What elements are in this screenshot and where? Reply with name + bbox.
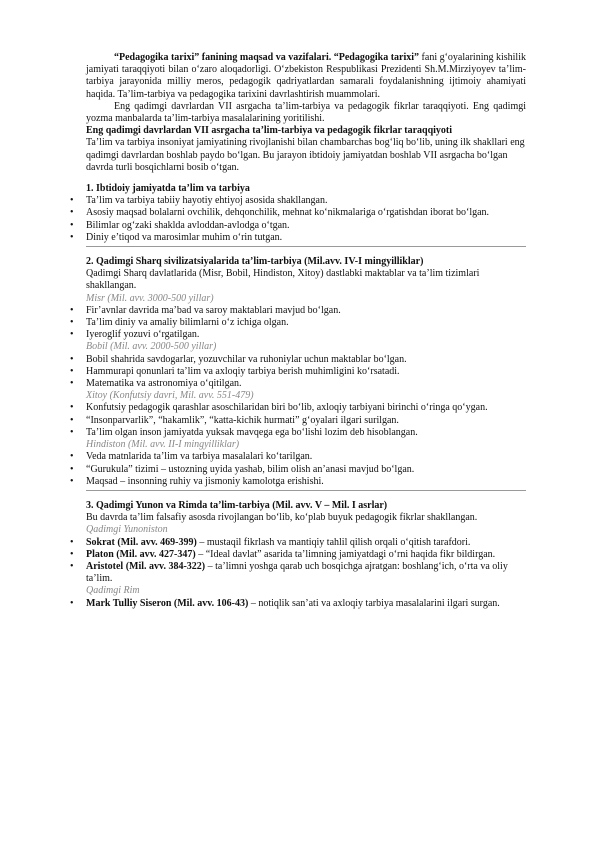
bullet-icon: • [70,560,74,572]
bullet-icon: • [70,231,74,243]
list-item: • Iyeroglif yozuvi o‘rgatilgan. [70,329,200,341]
list-item: • Ta’lim va tarbiya tabiiy hayotiy ehtiyoj asosida shakllangan. [70,195,328,207]
bullet-icon: • [70,195,74,207]
misr-list [70,304,526,342]
xitoy-subheading: Xitoy (Konfutsiy davri, Mil. avv. 551-479) [86,390,254,402]
list-item: • Ta’lim olgan inson jamiyatda yuksak mavqega ega bo‘lishi lozim deb hisoblangan. [70,426,418,438]
list-item: • Matematika va astronomiya o‘qitilgan. [70,378,242,390]
misr-subheading: Misr (Mil. avv. 3000-500 yillar) [86,292,214,304]
bullet-icon: • [70,353,74,365]
bobil-list [70,353,526,391]
bullet-icon: • [70,402,74,414]
yunon-list [70,536,526,586]
section-3-intro: Bu davrda ta’lim falsafiy asosda rivojlangan bo‘lib, ko‘plab buyuk pedagogik fikrlar shakllangan. [86,512,478,524]
intro-text: fani g‘oyalarining kishilik jamiyati taraqqiyoti bilan o‘zaro aloqadorligi. O‘zbekiston Respublikasi Prezidenti Sh.M.Mirziyoyev ta’lim-tarbiya jarayonida milliy meros, pedagogik qadriyatlardan samarali foydalanishning ijtimoiy ahamiyati haqida. Ta’lim-tarbiya va pedagogika tarixini davrlashtirish muammolari. [86,52,526,100]
list-item: • Mark Tulliy Siseron (Mil. avv. 106-43) – notiqlik san’ati va axloqiy tarbiya masalalarini ilgari surgan. [70,597,500,609]
list-item: • Bobil shahrida savdogarlar, yozuvchilar va ruhoniylar uchun maktablar bo‘lgan. [70,353,407,365]
list-item: • Hammurapi qonunlari ta’lim va axloqiy tarbiya berish muhimligini ko‘rsatadi. [70,365,400,377]
xitoy-list [70,402,526,439]
bullet-icon: • [70,414,74,426]
section-2-heading: 2. Qadimgi Sharq sivilizatsiyalarida ta’lim-tarbiya (Mil.avv. IV-I mingyilliklar) [86,256,424,268]
list-item: • Bilimlar og‘zaki shaklda avloddan-avlodga o‘tgan. [70,219,290,231]
list-item: • Asosiy maqsad bolalarni ovchilik, dehqonchilik, mehnat ko‘nikmalariga o‘rgatishdan iborat bo‘lgan. [70,207,490,219]
bullet-icon: • [70,317,74,329]
bullet-icon: • [70,475,74,487]
bullet-icon: • [70,219,74,231]
yunon-subheading: Qadimgi Yunoniston [86,524,168,536]
intro-paragraph-1 [86,52,526,101]
bullet-icon: • [70,451,74,463]
main-heading: Eng qadimgi davrlardan VII asrgacha ta’lim-tarbiya va pedagogik fikrlar taraqqiyoti [86,125,453,137]
list-item: • Sokrat (Mil. avv. 469-399) – mustaqil fikrlash va mantiqiy tahlil qilish orqali o‘qitish tarafdori. [70,536,471,548]
bobil-subheading: Bobil (Mil. avv. 2000-500 yillar) [86,341,217,353]
list-item: • Konfutsiy pedagogik qarashlar asoschilaridan biri bo‘lib, axloqiy tarbiyani birinchi o‘ringa qo‘ygan. [70,402,488,414]
list-item: • Maqsad – insonning ruhiy va jismoniy kamolotga erishishi. [70,475,324,487]
bullet-icon: • [70,378,74,390]
bullet-icon: • [70,304,74,316]
list-item: • “Gurukula” tizimi – ustozning uyida yashab, bilim olish an’anasi mavjud bo‘lgan. [70,463,415,475]
list-item: • “Insonparvarlik”, “hakamlik”, “katta-kichik hurmati” g‘oyalari ilgari surilgan. [70,414,399,426]
bullet-icon: • [70,536,74,548]
bullet-icon: • [70,597,74,609]
list-item: • Fir’avnlar davrida ma’bad va saroy maktablari mavjud bo‘lgan. [70,304,341,316]
list-item: • Ta’lim diniy va amaliy bilimlarni o‘z ichiga olgan. [70,317,289,329]
rim-list [70,597,526,610]
hindiston-list [70,451,526,488]
intro-bold-title: “Pedagogika tarixi” fanining maqsad va vazifalari. “Pedagogika tarixi” [114,52,420,63]
bullet-icon: • [70,426,74,438]
section-1-list [70,195,526,244]
bullet-icon: • [70,329,74,341]
hindiston-subheading: Hindiston (Mil. avv. II-I mingyilliklar) [86,439,240,451]
list-item: • Veda matnlarida ta’lim va tarbiya masalalari ko‘tarilgan. [70,451,313,463]
document-page [70,52,526,610]
list-item: • Diniy e’tiqod va marosimlar muhim o‘rin tutgan. [70,231,283,243]
rim-subheading: Qadimgi Rim [86,585,140,597]
list-item: • Platon (Mil. avv. 427-347) – “Ideal davlat” asarida ta’limning jamiyatdagi o‘rni haqida fikr bildirgan. [70,548,496,560]
section-1-heading: 1. Ibtidoiy jamiyatda ta’lim va tarbiya [86,183,250,195]
intro-paragraph-2: Eng qadimgi davrlardan VII asrgacha ta’lim-tarbiya va pedagogik fikrlar taraqqiyoti. Eng qadimgi yozma manbalarda ta’lim-tarbiya masalalarining yoritilishi. [86,100,526,125]
section-2-intro: Qadimgi Sharq davlatlarida (Misr, Bobil, Hindiston, Xitoy) dastlabki maktablar va ta’lim tizimlari shakllangan. [86,268,480,292]
bullet-icon: • [70,365,74,377]
section-3-heading: 3. Qadimgi Yunon va Rimda ta’lim-tarbiya (Mil. avv. V – Mil. I asrlar) [86,499,388,511]
bullet-icon: • [70,548,74,560]
intro-paragraph-3: Ta’lim va tarbiya insoniyat jamiyatining rivojlanishi bilan chambarchas bog‘liq bo‘lib, uning ilk shakllari eng qadimgi davrlardan boshlab paydo bo‘lgan. Bu jarayon ibtidoiy jamiyatdan boshlab VII asrgacha bo‘lgan davrda turli bosqichlarni bosib o‘tgan. [86,137,525,173]
list-item: • Aristotel (Mil. avv. 384-322) – ta’limni yoshga qarab uch bosqichga ajratgan: boshlang‘ich, o‘rta va oliy ta’lim. [70,560,508,585]
bullet-icon: • [70,463,74,475]
bullet-icon: • [70,207,74,219]
